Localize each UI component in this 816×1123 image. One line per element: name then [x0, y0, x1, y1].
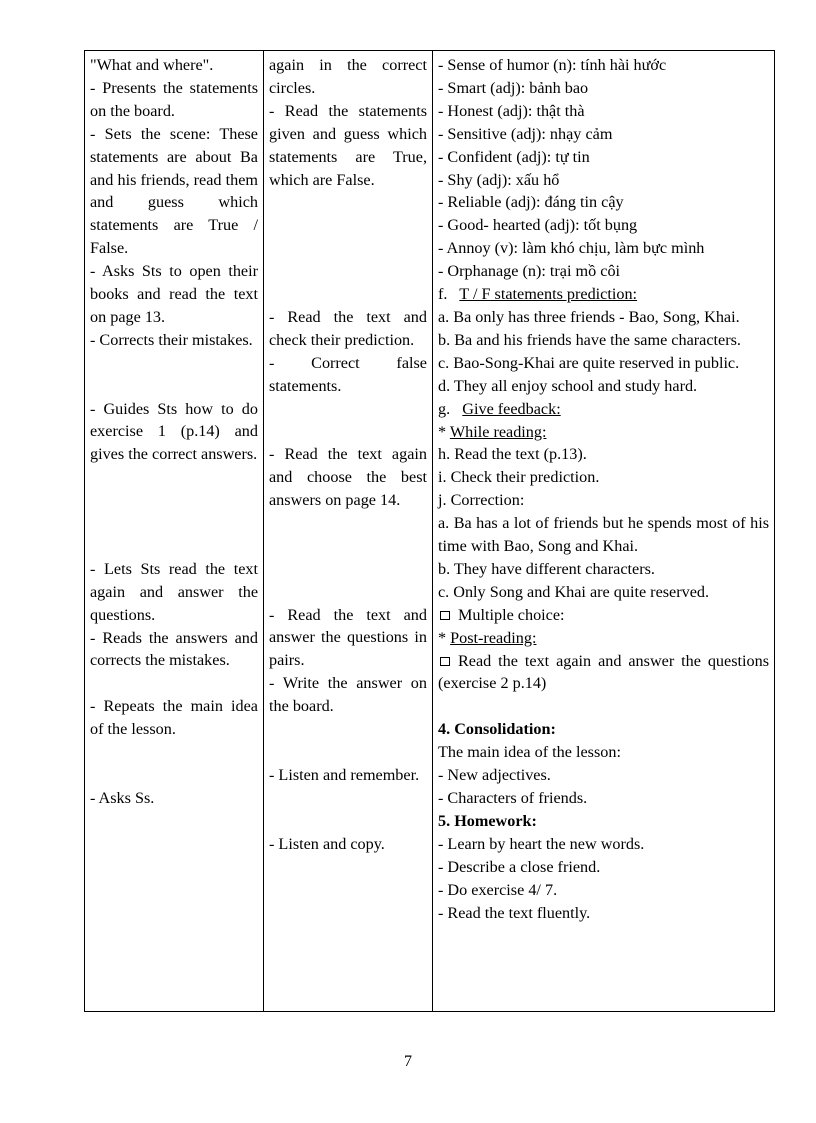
vocab-item: - Sensitive (adj): nhạy cảm	[438, 124, 613, 143]
page-number: 7	[404, 1053, 412, 1070]
consolidation-line: - New adjectives.	[438, 766, 551, 785]
teacher-activities-cell	[85, 51, 264, 1012]
teacher-line: "What and where".	[90, 56, 214, 74]
student-line: - Read the statements given and guess which statements are True, which are False.	[269, 101, 427, 189]
tf-heading: T / F statements prediction:	[459, 285, 638, 304]
square-bullet-icon	[440, 657, 450, 666]
homework-line: - Learn by heart the new words.	[438, 834, 645, 853]
section-heading: * While reading:	[438, 422, 547, 441]
while-reading-heading: While reading:	[449, 422, 547, 441]
post-reading-heading: Post-reading:	[450, 628, 537, 647]
teacher-line: - Corrects their mistakes.	[90, 330, 253, 349]
consolidation-line: The main idea of the lesson:	[438, 743, 621, 762]
vocab-item: - Orphanage (n): trại mồ côi	[438, 262, 621, 281]
lesson-content-cell	[433, 51, 775, 1012]
vocab-item: - Annoy (v): làm khó chịu, làm bực mình	[438, 239, 705, 258]
section-heading: g. Give feedback:	[438, 399, 561, 418]
square-bullet-icon	[440, 611, 450, 620]
student-line: - Listen and copy.	[269, 834, 385, 853]
section-heading: * Post-reading:	[438, 628, 537, 647]
vocab-item: - Honest (adj): thật thà	[438, 101, 585, 120]
tf-statement: c. Bao-Song-Khai are quite reserved in public.	[438, 353, 740, 372]
task-line: Read the text again and answer the questions (exercise 2 p.14)	[438, 651, 769, 693]
student-line: again in the correct circles.	[269, 56, 427, 97]
student-line: - Read the text again and choose the best answers on page 14.	[269, 445, 427, 510]
consolidation-heading: 4. Consolidation:	[438, 720, 556, 739]
correction-line: a. Ba has a lot of friends but he spends most of his time with Bao, Song and Khai.	[438, 514, 769, 556]
student-line: - Read the text and check their prediction.	[269, 307, 427, 349]
teacher-line: - Repeats the main idea of the lesson.	[90, 697, 258, 739]
vocab-item: - Reliable (adj): đáng tin cậy	[438, 193, 624, 212]
teacher-line: - Asks Sts to open their books and read the text on page 13.	[90, 262, 258, 326]
student-line: - Write the answer on the board.	[269, 674, 427, 716]
section-heading: f. T / F statements prediction:	[438, 285, 638, 304]
teacher-line: - Presents the statements on the board.	[90, 78, 258, 120]
teacher-line: - Sets the scene: These statements are about Ba and his friends, read them and guess which statements are True / False.	[90, 124, 258, 258]
correction-line: b. They have different characters.	[438, 559, 655, 578]
homework-line: - Read the text fluently.	[438, 903, 591, 922]
teacher-line: - Guides Sts how to do exercise 1 (p.14) and gives the correct answers.	[90, 399, 258, 464]
student-line: - Correct false statements.	[269, 353, 427, 395]
tf-statement: d. They all enjoy school and study hard.	[438, 376, 698, 395]
tf-statement: b. Ba and his friends have the same characters.	[438, 330, 741, 349]
student-line: - Read the text and answer the questions in pairs.	[269, 605, 427, 670]
teacher-line: - Lets Sts read the text again and answer the questions.	[90, 559, 258, 624]
step-line: h. Read the text (p.13).	[438, 445, 587, 464]
vocab-item: - Shy (adj): xấu hổ	[438, 170, 560, 189]
homework-line: - Describe a close friend.	[438, 857, 601, 876]
step-line: i. Check their prediction.	[438, 468, 600, 487]
student-line: - Listen and remember.	[269, 765, 420, 784]
tf-statement: a. Ba only has three friends - Bao, Song, Khai.	[438, 307, 740, 326]
student-activities-cell	[264, 51, 433, 1012]
consolidation-line: - Characters of friends.	[438, 788, 588, 807]
feedback-heading: Give feedback:	[462, 399, 561, 418]
vocab-item: - Good- hearted (adj): tốt bụng	[438, 216, 638, 235]
vocab-item: - Confident (adj): tự tin	[438, 147, 590, 166]
correction-line: c. Only Song and Khai are quite reserved.	[438, 582, 710, 601]
step-line: j. Correction:	[438, 491, 525, 510]
table-row	[85, 51, 775, 1012]
teacher-line: - Asks Ss.	[90, 788, 155, 807]
vocab-item: - Smart (adj): bảnh bao	[438, 78, 589, 97]
homework-heading: 5. Homework:	[438, 811, 537, 830]
teacher-line: - Reads the answers and corrects the mistakes.	[90, 628, 258, 670]
lesson-plan-table	[84, 50, 775, 1012]
vocab-item: - Sense of humor (n): tính hài hước	[438, 56, 667, 74]
task-line: Multiple choice:	[438, 604, 769, 627]
homework-line: - Do exercise 4/ 7.	[438, 880, 558, 899]
